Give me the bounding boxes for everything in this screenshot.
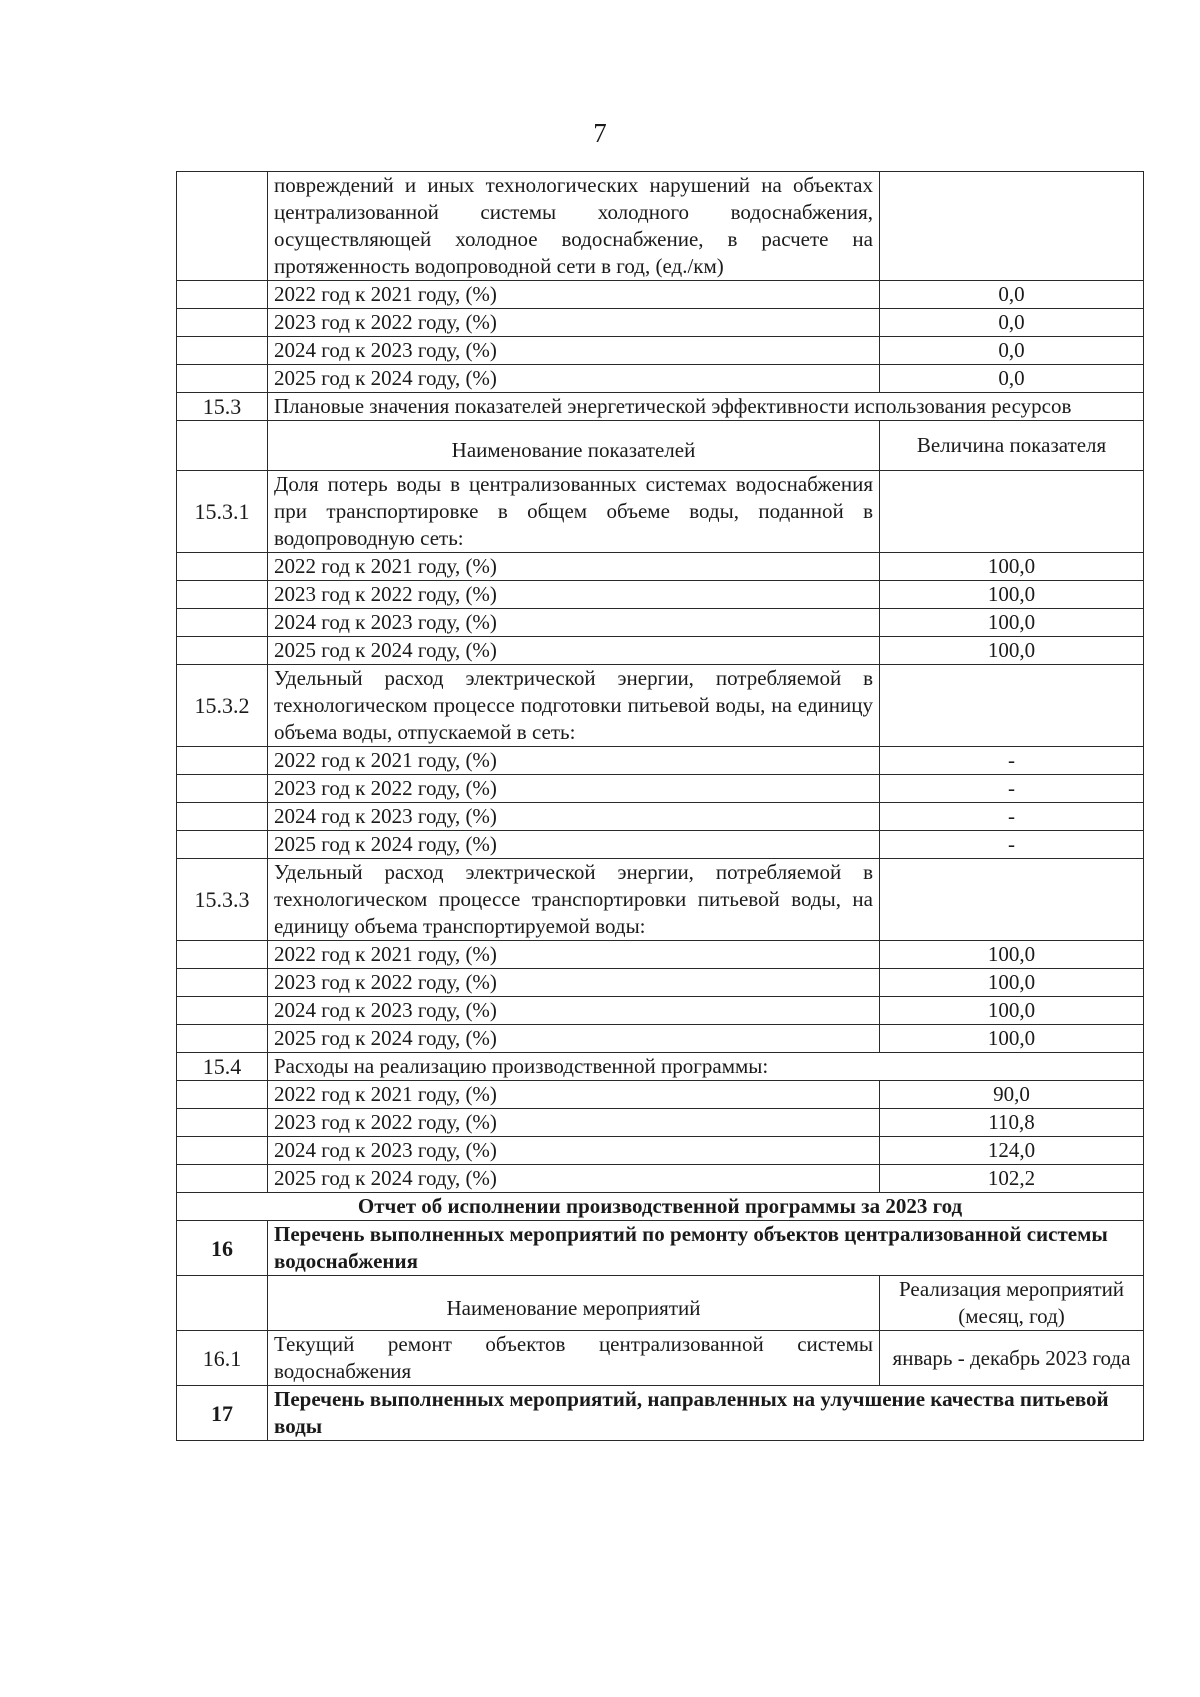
table-row (177, 1221, 1144, 1276)
period-label: 2023 год к 2022 году, (%) (268, 775, 880, 803)
table-row (177, 1331, 1144, 1386)
period-label: 2024 год к 2023 году, (%) (268, 1137, 880, 1165)
table-row (177, 553, 1144, 581)
indicator-value: 100,0 (880, 941, 1144, 969)
table-row (177, 1193, 1144, 1221)
period-label: 2022 год к 2021 году, (%) (268, 553, 880, 581)
indicator-value: - (880, 803, 1144, 831)
table-row (177, 803, 1144, 831)
column-header-value: Реализация мероприятий (месяц, год) (880, 1276, 1144, 1331)
indicator-value: 102,2 (880, 1165, 1144, 1193)
item-number (177, 941, 268, 969)
period-label: 2024 год к 2023 году, (%) (268, 337, 880, 365)
indicator-value (880, 172, 1144, 281)
table-row (177, 665, 1144, 747)
table-row (177, 309, 1144, 337)
indicator-value: 0,0 (880, 281, 1144, 309)
item-number (177, 609, 268, 637)
period-label: 2022 год к 2021 году, (%) (268, 1081, 880, 1109)
indicator-value: 100,0 (880, 581, 1144, 609)
period-label: 2022 год к 2021 году, (%) (268, 281, 880, 309)
section-heading: Расходы на реализацию производственной программы: (268, 1053, 1144, 1081)
table-row (177, 637, 1144, 665)
item-number (177, 1109, 268, 1137)
table-row (177, 581, 1144, 609)
item-number (177, 997, 268, 1025)
period-label: 2023 год к 2022 году, (%) (268, 1109, 880, 1137)
table-row (177, 1386, 1144, 1441)
column-header-value: Величина показателя (880, 421, 1144, 471)
item-number (177, 1165, 268, 1193)
period-label: 2025 год к 2024 году, (%) (268, 1025, 880, 1053)
item-number (177, 831, 268, 859)
period-label: 2023 год к 2022 году, (%) (268, 581, 880, 609)
item-number: 15.4 (177, 1053, 268, 1081)
item-number (177, 803, 268, 831)
table-row (177, 1025, 1144, 1053)
period-label: 2024 год к 2023 году, (%) (268, 803, 880, 831)
table-row (177, 775, 1144, 803)
indicator-value: 0,0 (880, 365, 1144, 393)
indicator-value: январь - декабрь 2023 года (880, 1331, 1144, 1386)
indicator-description: Доля потерь воды в централизованных системах водоснабжения при транспортировке в общем объеме воды, поданной в водопроводную сеть: (268, 471, 880, 553)
item-number (177, 421, 268, 471)
item-number: 15.3.2 (177, 665, 268, 747)
table-row (177, 471, 1144, 553)
indicator-value: 100,0 (880, 553, 1144, 581)
item-number: 17 (177, 1386, 268, 1441)
item-number (177, 281, 268, 309)
table-row (177, 969, 1144, 997)
section-heading: Перечень выполненных мероприятий, направленных на улучшение качества питьевой воды (268, 1386, 1144, 1441)
table-row (177, 281, 1144, 309)
page-number: 7 (593, 118, 607, 148)
indicator-value: - (880, 775, 1144, 803)
table-row (177, 997, 1144, 1025)
period-label: 2022 год к 2021 году, (%) (268, 747, 880, 775)
indicator-description: повреждений и иных технологических нарушений на объектах централизованной системы холодного водоснабжения, осуществляющей холодное водоснабжение, в расчете на протяженность водопроводной сети в год, (ед./км) (268, 172, 880, 281)
table-row (177, 747, 1144, 775)
item-number (177, 1137, 268, 1165)
table-row (177, 1109, 1144, 1137)
indicator-value: 100,0 (880, 969, 1144, 997)
indicator-value (880, 665, 1144, 747)
table-row (177, 337, 1144, 365)
table-row (177, 1165, 1144, 1193)
item-number: 16.1 (177, 1331, 268, 1386)
table-row (177, 365, 1144, 393)
indicator-description: Текущий ремонт объектов централизованной системы водоснабжения (268, 1331, 880, 1386)
indicator-value: 0,0 (880, 309, 1144, 337)
table-row (177, 1053, 1144, 1081)
item-number (177, 747, 268, 775)
indicator-value: 124,0 (880, 1137, 1144, 1165)
section-heading: Плановые значения показателей энергетической эффективности использования ресурсов (268, 393, 1144, 421)
item-number (177, 1276, 268, 1331)
item-number (177, 172, 268, 281)
period-label: 2025 год к 2024 году, (%) (268, 365, 880, 393)
indicator-value: 90,0 (880, 1081, 1144, 1109)
indicator-value: 100,0 (880, 1025, 1144, 1053)
period-label: 2025 год к 2024 году, (%) (268, 831, 880, 859)
indicator-value: 100,0 (880, 609, 1144, 637)
indicator-value: 100,0 (880, 997, 1144, 1025)
table-row (177, 609, 1144, 637)
period-label: 2023 год к 2022 году, (%) (268, 309, 880, 337)
item-number: 15.3 (177, 393, 268, 421)
item-number: 16 (177, 1221, 268, 1276)
indicator-description: Удельный расход электрической энергии, потребляемой в технологическом процессе подготовки питьевой воды, на единицу объема воды, отпускаемой в сеть: (268, 665, 880, 747)
table-row (177, 1137, 1144, 1165)
period-label: 2025 год к 2024 году, (%) (268, 637, 880, 665)
item-number (177, 365, 268, 393)
item-number (177, 553, 268, 581)
period-label: 2023 год к 2022 году, (%) (268, 969, 880, 997)
item-number (177, 337, 268, 365)
table-row (177, 1081, 1144, 1109)
section-heading: Перечень выполненных мероприятий по ремонту объектов централизованной системы водоснабжения (268, 1221, 1144, 1276)
table-row (177, 1276, 1144, 1331)
period-label: 2024 год к 2023 году, (%) (268, 609, 880, 637)
indicator-value (880, 471, 1144, 553)
item-number (177, 969, 268, 997)
table-row (177, 393, 1144, 421)
item-number (177, 1081, 268, 1109)
table-row (177, 859, 1144, 941)
indicator-value (880, 859, 1144, 941)
item-number (177, 309, 268, 337)
item-number: 15.3.1 (177, 471, 268, 553)
item-number (177, 637, 268, 665)
indicator-value: 0,0 (880, 337, 1144, 365)
item-number (177, 581, 268, 609)
period-label: 2024 год к 2023 году, (%) (268, 997, 880, 1025)
column-header-name: Наименование показателей (268, 421, 880, 471)
indicator-value: 110,8 (880, 1109, 1144, 1137)
table-row (177, 941, 1144, 969)
item-number (177, 1025, 268, 1053)
table-row (177, 172, 1144, 281)
indicators-table (176, 171, 1144, 1441)
column-header-name: Наименование мероприятий (268, 1276, 880, 1331)
indicator-description: Удельный расход электрической энергии, потребляемой в технологическом процессе транспортировки питьевой воды, на единицу объема транспортируемой воды: (268, 859, 880, 941)
table-row (177, 831, 1144, 859)
indicator-value: - (880, 747, 1144, 775)
indicator-value: 100,0 (880, 637, 1144, 665)
table-row (177, 421, 1144, 471)
indicator-value: - (880, 831, 1144, 859)
period-label: 2022 год к 2021 году, (%) (268, 941, 880, 969)
item-number: 15.3.3 (177, 859, 268, 941)
period-label: 2025 год к 2024 году, (%) (268, 1165, 880, 1193)
item-number (177, 775, 268, 803)
section-title: Отчет об исполнении производственной программы за 2023 год (177, 1193, 1144, 1221)
